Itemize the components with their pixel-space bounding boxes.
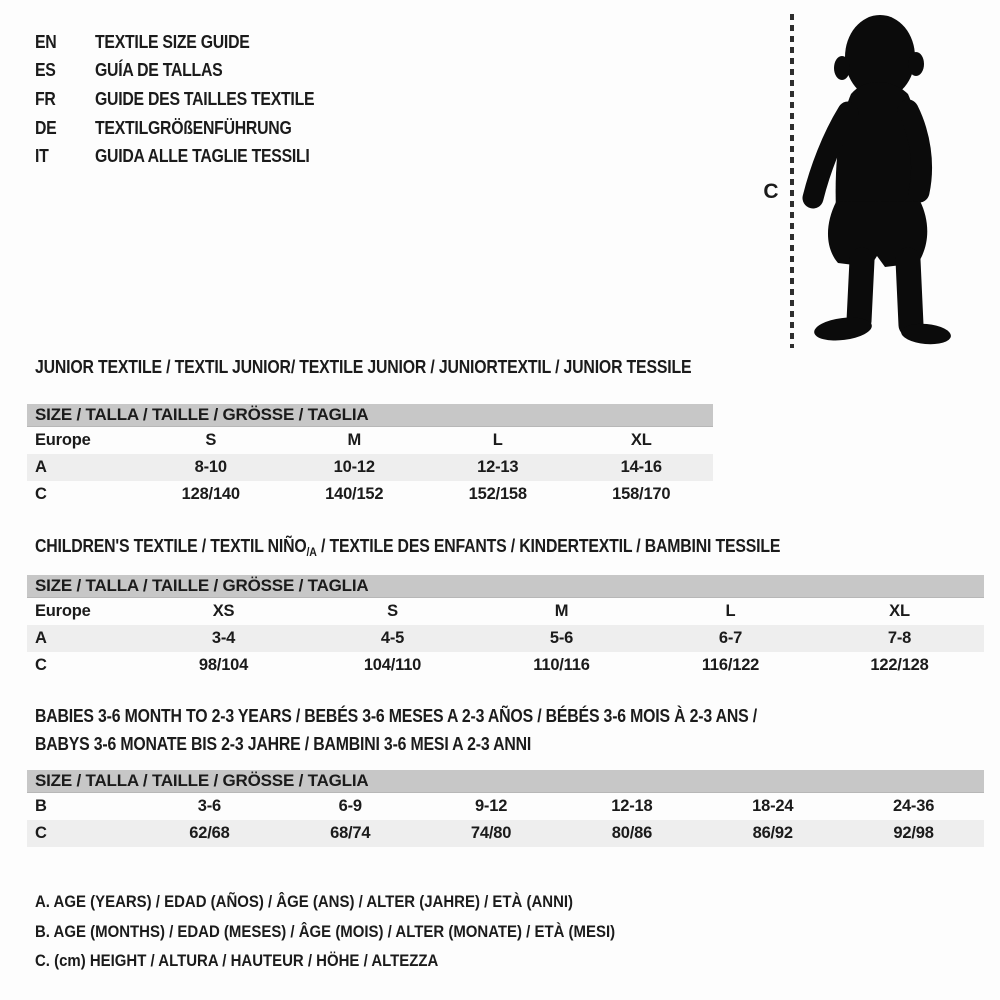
height-cell: 152/158	[468, 485, 527, 503]
months-cell: 6-9	[338, 797, 362, 815]
children-heading-pre: CHILDREN'S TEXTILE / TEXTIL NIÑO	[35, 536, 307, 556]
height-cell: 110/116	[533, 656, 590, 674]
lang-row-es	[35, 57, 344, 86]
age-cell: 10-12	[333, 458, 375, 476]
height-cell: 128/140	[181, 485, 240, 503]
age-cell: 6-7	[718, 629, 743, 647]
age-cell: 4-5	[380, 629, 405, 647]
children-heading-post: / TEXTILE DES ENFANTS / KINDERTEXTIL / BAMBINI TESSILE	[316, 536, 781, 556]
months-cell: 3-6	[197, 797, 222, 815]
height-cell: 74/80	[470, 824, 512, 842]
months-cell: 9-12	[474, 797, 508, 815]
age-cell: 7-8	[887, 629, 912, 647]
junior-row-height	[27, 481, 713, 508]
row-label: Europe	[35, 431, 91, 449]
row-label: C	[35, 485, 47, 503]
junior-section-heading	[35, 357, 781, 378]
babies-row-months	[27, 793, 984, 820]
lang-code-de: DE	[35, 117, 57, 138]
lang-code-it: IT	[35, 146, 49, 167]
babies-size-bar: SIZE / TALLA / TAILLE / GRÖSSE / TAGLIA	[27, 770, 984, 793]
babies-size-table	[27, 770, 984, 847]
age-cell: 12-13	[477, 458, 519, 476]
height-cell: 92/98	[893, 824, 934, 842]
lang-code-en: EN	[35, 31, 57, 52]
lang-title-en: TEXTILE SIZE GUIDE	[95, 31, 250, 52]
height-cell: 86/92	[752, 824, 793, 842]
size-cell: L	[725, 602, 736, 620]
lang-row-it	[35, 142, 344, 171]
baby-silhouette-figure	[795, 8, 957, 346]
size-cell: M	[347, 431, 362, 449]
lang-title-de: TEXTILGRÖßENFÜHRUNG	[95, 117, 292, 138]
row-label: B	[35, 797, 47, 815]
language-title-list	[35, 28, 344, 171]
months-cell: 18-24	[752, 797, 794, 815]
size-cell: XL	[889, 602, 910, 620]
junior-size-bar: SIZE / TALLA / TAILLE / GRÖSSE / TAGLIA	[27, 404, 713, 427]
row-label: Europe	[35, 602, 91, 620]
junior-row-europe	[27, 427, 713, 454]
junior-heading-text: JUNIOR TEXTILE / TEXTIL JUNIOR/ TEXTILE JUNIOR / JUNIORTEXTIL / JUNIOR TESSILE	[35, 357, 692, 377]
babies-section-heading-line2	[35, 734, 599, 755]
lang-row-de	[35, 114, 344, 143]
children-row-europe	[27, 598, 984, 625]
height-cell: 122/128	[870, 656, 929, 674]
legend-line-b: B. AGE (MONTHS) / EDAD (MESES) / ÂGE (MOIS) / ALTER (MONATE) / ETÀ (MESI)	[35, 921, 616, 941]
size-cell: S	[387, 602, 398, 620]
height-cell: 140/152	[325, 485, 384, 503]
junior-size-table	[27, 404, 713, 508]
measurement-legend	[35, 887, 694, 976]
months-cell: 24-36	[892, 797, 935, 815]
babies-section-heading-line1	[35, 706, 855, 727]
height-cell: 98/104	[198, 656, 249, 674]
size-cell: M	[554, 602, 569, 620]
height-measure-dotted-line	[790, 14, 794, 348]
children-heading-sub: /A	[306, 545, 317, 559]
height-cell: 62/68	[189, 824, 230, 842]
age-cell: 14-16	[620, 458, 662, 476]
children-row-height	[27, 652, 984, 679]
age-cell: 5-6	[549, 629, 574, 647]
babies-heading-line2-text: BABYS 3-6 MONATE BIS 2-3 JAHRE / BAMBINI 3-6 MESI A 2-3 ANNI	[35, 734, 532, 754]
babies-row-height	[27, 820, 984, 847]
junior-row-age	[27, 454, 713, 481]
legend-line-a: A. AGE (YEARS) / EDAD (AÑOS) / ÂGE (ANS) / ALTER (JAHRE) / ETÀ (ANNI)	[35, 892, 574, 911]
children-row-age	[27, 625, 984, 652]
row-label: A	[35, 629, 47, 647]
height-cell: 116/122	[701, 656, 760, 674]
age-cell: 3-4	[211, 629, 236, 647]
children-heading-text	[35, 536, 780, 559]
lang-code-es: ES	[35, 60, 56, 81]
lang-code-fr: FR	[35, 88, 56, 109]
months-cell: 12-18	[611, 797, 653, 815]
lang-title-fr: GUIDE DES TAILLES TEXTILE	[95, 88, 315, 109]
row-label: A	[35, 458, 47, 476]
children-size-table	[27, 575, 984, 679]
babies-heading-line1-text: BABIES 3-6 MONTH TO 2-3 YEARS / BEBÉS 3-6 MESES A 2-3 AÑOS / BÉBÉS 3-6 MOIS À 2-3 ANS /	[35, 706, 758, 726]
lang-title-es: GUÍA DE TALLAS	[95, 60, 223, 81]
children-section-heading	[35, 536, 882, 559]
height-cell: 68/74	[330, 824, 371, 842]
lang-title-it: GUIDA ALLE TAGLIE TESSILI	[95, 146, 310, 167]
size-cell: L	[492, 431, 503, 449]
lang-row-en	[35, 28, 344, 57]
size-cell: XL	[630, 431, 652, 449]
size-cell: S	[205, 431, 217, 449]
lang-row-fr	[35, 85, 344, 114]
age-cell: 8-10	[194, 458, 227, 476]
children-size-bar: SIZE / TALLA / TAILLE / GRÖSSE / TAGLIA	[27, 575, 984, 598]
height-cell: 158/170	[612, 485, 671, 503]
row-label: C	[35, 656, 47, 674]
legend-line-c: C. (cm) HEIGHT / ALTURA / HAUTEUR / HÖHE / ALTEZZA	[35, 951, 439, 970]
height-cell: 104/110	[363, 656, 422, 674]
row-label: C	[35, 824, 47, 842]
height-cell: 80/86	[611, 824, 653, 842]
size-cell: XS	[212, 602, 235, 620]
height-c-label: C	[763, 180, 779, 203]
